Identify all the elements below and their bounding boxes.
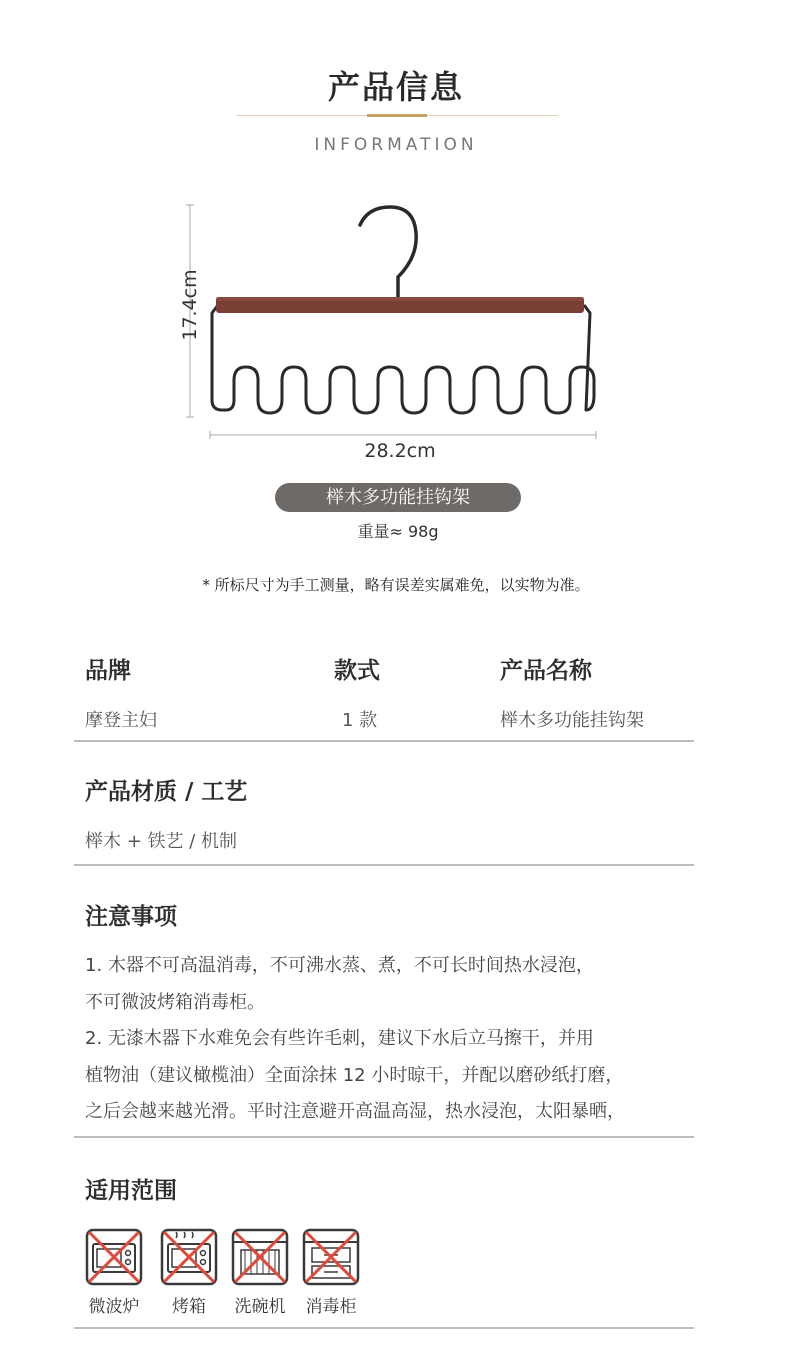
width-label: 28.2cm [364, 440, 436, 462]
brand-value: 摩登主妇 [85, 710, 157, 731]
page-title: 产品信息 [327, 68, 464, 106]
scope-item-label: 微波炉 [88, 1297, 140, 1317]
style-label: 款式 [334, 658, 380, 684]
product-name-value: 榉木多功能挂钩架 [500, 710, 644, 731]
product-name-badge: 榉木多功能挂钩架 [275, 483, 521, 512]
page-subtitle: INFORMATION [314, 135, 478, 155]
scope-label: 适用范围 [85, 1178, 177, 1204]
scope-item-label: 洗碗机 [234, 1297, 286, 1317]
attention-line: 植物油（建议橄榄油）全面涂抹 12 小时晾干，并配以磨砂纸打磨， [85, 1064, 624, 1086]
section-divider [74, 1136, 694, 1138]
sterilizer-icon [302, 1228, 360, 1286]
wavy-hook-wire [212, 305, 594, 413]
scope-item-dishwasher [231, 1228, 289, 1317]
section-divider [74, 864, 694, 866]
material-label: 产品材质 / 工艺 [85, 779, 248, 805]
attention-line: 2. 无漆木器下水难免会有些许毛刺，建议下水后立马擦干，并用 [85, 1028, 594, 1049]
scope-item-oven [160, 1228, 218, 1317]
attention-line: 不可微波烤箱消毒柜。 [85, 991, 265, 1013]
scope-item-microwave [85, 1228, 143, 1317]
title-divider-accent [367, 114, 427, 117]
attention-line: 之后会越来越光滑。平时注意避开高温高湿，热水浸泡，太阳暴晒， [85, 1101, 625, 1122]
scope-item-label: 消毒柜 [305, 1297, 357, 1317]
scope-item-sterilizer [302, 1228, 360, 1317]
product-weight: 重量≈ 98g [357, 522, 439, 541]
measurement-note: * 所标尺寸为手工测量，略有误差实属难免，以实物为准。 [202, 576, 590, 594]
oven-icon [160, 1228, 218, 1286]
height-label: 17.4cm [179, 269, 201, 341]
attention-label: 注意事项 [85, 904, 177, 930]
scope-item-label: 烤箱 [172, 1297, 206, 1317]
section-divider [74, 1327, 694, 1329]
attention-line: 1. 木器不可高温消毒，不可沸水蒸、煮，不可长时间热水浸泡， [85, 955, 594, 976]
product-name-label: 产品名称 [500, 658, 592, 684]
attention-text [85, 948, 685, 1131]
hanger-illustration [150, 195, 620, 445]
style-value: 1 款 [342, 710, 378, 731]
hook-icon [360, 207, 416, 297]
dishwasher-icon [231, 1228, 289, 1286]
section-divider [74, 740, 694, 742]
microwave-icon [85, 1228, 143, 1286]
material-value: 榉木 + 铁艺 / 机制 [85, 831, 238, 852]
brand-label: 品牌 [85, 658, 131, 684]
